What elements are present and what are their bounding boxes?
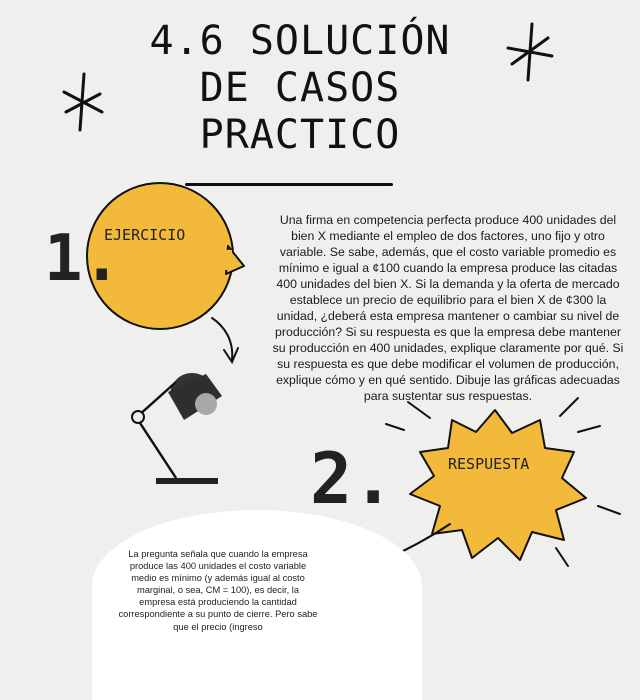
respuesta-label: RESPUESTA xyxy=(448,455,530,473)
section-number-2: 2. xyxy=(310,438,395,520)
ejercicio-label: EJERCICIO xyxy=(104,226,186,244)
section-number-1: 1. xyxy=(44,222,122,296)
title-line-2: DE CASOS xyxy=(199,65,401,111)
title-line-3: PRACTICO xyxy=(199,112,401,158)
sparkle-right-icon xyxy=(508,24,552,80)
page-title xyxy=(120,18,480,159)
problem-statement: Una firma en competencia perfecta produce 400 unidades del bien X mediante el empleo de dos factores, uno fijo y otro variable. Se sabe, además, que el costo variable promedio es mínimo e igual a ¢100 cuando la empresa produce las citadas 400 unidades del bien X. Si la demanda y la oferta de mercado establece un precio de equilibrio para el bien X de ¢300 la unidad, ¿deberá esta empresa mantener o cambiar su nivel de producción? Si su respuesta es que la empresa debe mantener su producción en 400 unidades, explique claramente por qué. Si su respuesta es que debe modificar el volumen de producción, explique cómo y en qué sentido. Dibuje las gráficas adecuadas para sustentar sus respuestas. xyxy=(272,213,624,403)
title-line-1: 4.6 SOLUCIÓN xyxy=(149,18,451,64)
starburst-respuesta xyxy=(410,410,586,560)
lamp-icon xyxy=(132,373,222,484)
title-underline xyxy=(185,183,393,186)
arrow-down-icon xyxy=(212,318,238,362)
sparkle-left-icon xyxy=(64,74,102,130)
answer-text: La pregunta señala que cuando la empresa produce las 400 unidades el costo variable medio es mínimo (y además igual al costo marginal, o sea, CM = 100), es decir, la empresa está produciendo la cantidad correspondiente a su punto de cierre. Pero sabe que el precio (ingreso xyxy=(118,549,318,632)
